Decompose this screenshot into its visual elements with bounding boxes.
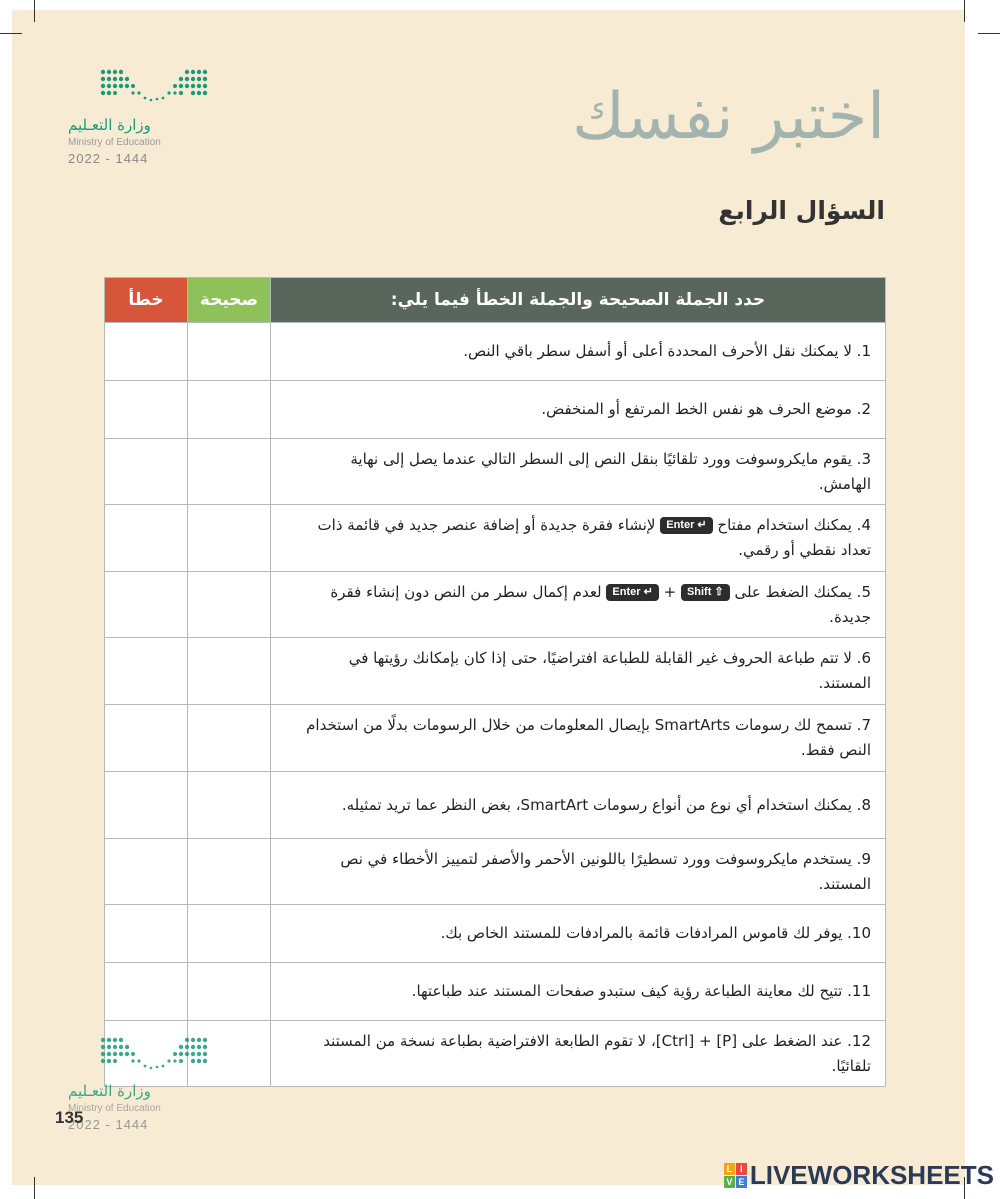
table-row xyxy=(105,505,886,572)
true-false-table xyxy=(104,277,886,1087)
table-row xyxy=(105,323,886,381)
false-answer-box[interactable] xyxy=(105,323,188,381)
liveworksheets-blocks-icon xyxy=(724,1163,747,1188)
crop-mark xyxy=(34,0,35,22)
false-answer-box[interactable] xyxy=(105,381,188,439)
false-answer-box[interactable] xyxy=(105,439,188,505)
false-answer-box[interactable] xyxy=(105,505,188,572)
true-answer-box[interactable] xyxy=(188,772,271,839)
table-header-row xyxy=(105,278,886,323)
true-answer-box[interactable] xyxy=(188,705,271,772)
true-answer-box[interactable] xyxy=(188,963,271,1021)
crop-mark xyxy=(0,33,22,34)
true-answer-box[interactable] xyxy=(188,381,271,439)
false-header: خطأ xyxy=(105,278,188,323)
false-answer-box[interactable] xyxy=(105,572,188,638)
shift-key-icon: Shift ⇧ xyxy=(681,584,730,601)
true-header: صحيحة xyxy=(188,278,271,323)
false-answer-box[interactable] xyxy=(105,638,188,705)
ministry-name-arabic: وزارة التعـليم xyxy=(68,116,151,134)
statement-text: 6. لا تتم طباعة الحروف غير القابلة للطباعة افتراضيًا، حتى إذا كان بإمكانك رؤيتها في المستند. xyxy=(271,638,886,705)
crop-mark xyxy=(34,1177,35,1199)
true-answer-box[interactable] xyxy=(188,572,271,638)
true-answer-box[interactable] xyxy=(188,839,271,905)
statement-text: 1. لا يمكنك نقل الأحرف المحددة أعلى أو أسفل سطر باقي النص. xyxy=(271,323,886,381)
table-row xyxy=(105,772,886,839)
table-row xyxy=(105,905,886,963)
true-answer-box[interactable] xyxy=(188,905,271,963)
plus-sign: + xyxy=(663,582,677,601)
ministry-dots-icon xyxy=(97,1036,211,1072)
statement-text: 9. يستخدم مايكروسوفت وورد تسطيرًا باللونين الأحمر والأصفر لتمييز الأخطاء في نص المستند. xyxy=(271,839,886,905)
lw-block: V xyxy=(724,1176,735,1188)
table-row xyxy=(105,439,886,505)
liveworksheets-brand: LIVEWORKSHEETS xyxy=(749,1160,994,1190)
statement-header: حدد الجملة الصحيحة والجملة الخطأ فيما يلي: xyxy=(271,278,886,323)
table-row xyxy=(105,963,886,1021)
statement-text: 8. يمكنك استخدام أي نوع من أنواع رسومات SmartArt، بغض النظر عما تريد تمثيله. xyxy=(271,772,886,839)
false-answer-box[interactable] xyxy=(105,705,188,772)
lw-block: I xyxy=(736,1163,747,1175)
statement-text xyxy=(271,505,886,572)
statement-part: لعدم إكمال سطر من النص دون إنشاء فقرة جديدة. xyxy=(330,582,871,626)
ministry-logo xyxy=(68,68,240,167)
statement-part: 4. يمكنك استخدام مفتاح xyxy=(717,516,871,534)
enter-key-icon: Enter ↵ xyxy=(606,584,658,601)
true-answer-box[interactable] xyxy=(188,505,271,572)
page-title: اختبر نفسك xyxy=(572,80,885,154)
lw-block: L xyxy=(724,1163,735,1175)
page-number: 135 xyxy=(55,1108,84,1127)
true-answer-box[interactable] xyxy=(188,638,271,705)
statement-text: 11. تتيح لك معاينة الطباعة رؤية كيف ستبدو صفحات المستند عند طباعتها. xyxy=(271,963,886,1021)
statement-text: 2. موضع الحرف هو نفس الخط المرتفع أو المنخفض. xyxy=(271,381,886,439)
table-row xyxy=(105,572,886,638)
ministry-dots-icon xyxy=(97,68,211,104)
statement-text: 10. يوفر لك قاموس المرادفات قائمة بالمرادفات للمستند الخاص بك. xyxy=(271,905,886,963)
enter-key-icon: Enter ↵ xyxy=(660,517,712,534)
statement-part: 5. يمكنك الضغط على xyxy=(734,582,871,601)
statement-text xyxy=(271,572,886,638)
table-row xyxy=(105,638,886,705)
false-answer-box[interactable] xyxy=(105,905,188,963)
statement-text: 7. تسمح لك رسومات SmartArts بإيصال المعلومات من خلال الرسومات بدلًا من استخدام النص فقط. xyxy=(271,705,886,772)
liveworksheets-watermark xyxy=(724,1160,994,1191)
table-row xyxy=(105,705,886,772)
table-row xyxy=(105,839,886,905)
lw-block: E xyxy=(736,1176,747,1188)
true-answer-box[interactable] xyxy=(188,439,271,505)
ministry-year: 2022 - 1444 xyxy=(68,151,149,166)
statement-text: 12. عند الضغط على [P] + [Ctrl]، لا تقوم الطابعة الافتراضية بطباعة نسخة من المستند تلقائيًا. xyxy=(271,1021,886,1087)
ministry-name-english: Ministry of Education xyxy=(68,137,161,148)
crop-mark xyxy=(978,33,1000,34)
ministry-logo-bottom xyxy=(68,1036,240,1133)
crop-mark xyxy=(964,0,965,22)
false-answer-box[interactable] xyxy=(105,963,188,1021)
false-answer-box[interactable] xyxy=(105,839,188,905)
true-answer-box[interactable] xyxy=(188,323,271,381)
ministry-name-arabic: وزارة التعـليم xyxy=(68,1082,151,1100)
question-subtitle: السؤال الرابع xyxy=(718,196,885,225)
statement-part: لإنشاء فقرة جديدة أو إضافة عنصر جديد في قائمة ذات تعداد نقطي أو رقمي. xyxy=(317,516,871,559)
false-answer-box[interactable] xyxy=(105,772,188,839)
table-row xyxy=(105,381,886,439)
ministry-year: 2022 - 1444 xyxy=(68,1117,149,1132)
ministry-name-english: Ministry of Education xyxy=(68,1103,161,1114)
statement-text: 3. يقوم مايكروسوفت وورد تلقائيًا بنقل النص إلى السطر التالي عندما يصل إلى نهاية الهامش. xyxy=(271,439,886,505)
